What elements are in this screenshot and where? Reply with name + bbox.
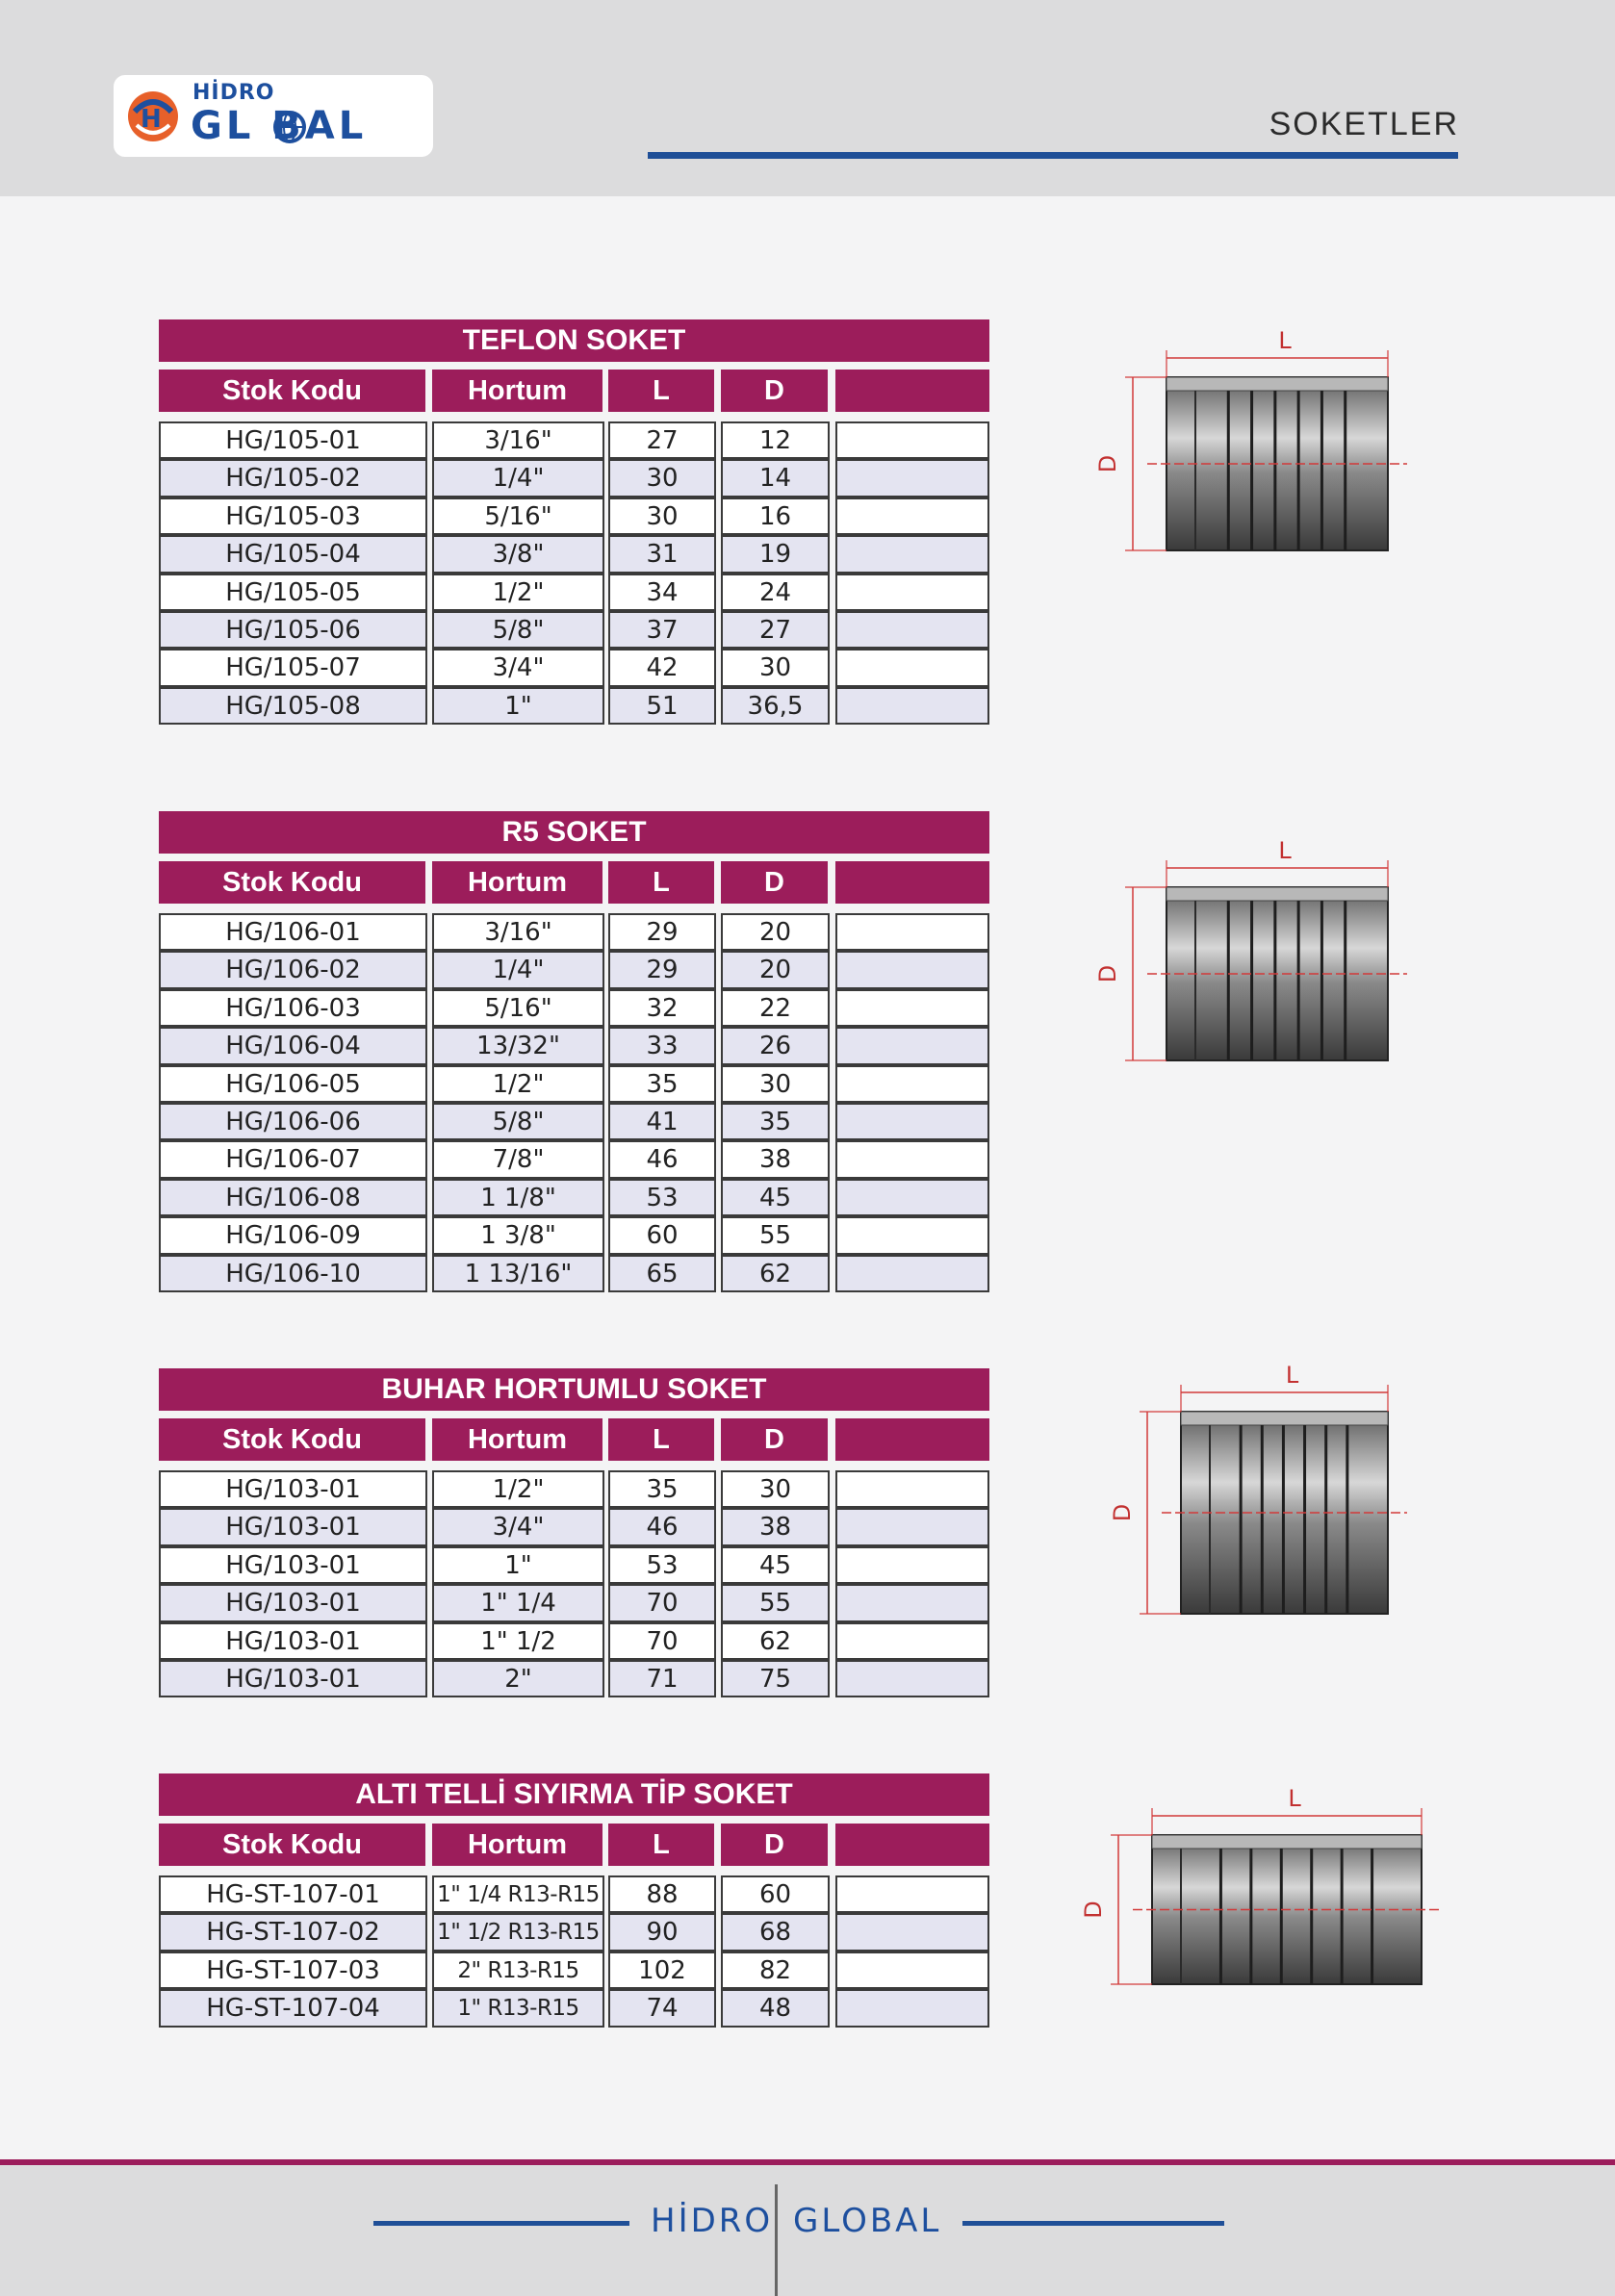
table-cell: 1" 1/2 — [432, 1622, 604, 1660]
table-cell: HG/105-02 — [159, 459, 427, 497]
table-cell: 70 — [608, 1622, 716, 1660]
header-underline — [648, 152, 1458, 159]
length-label: L — [1285, 1362, 1299, 1389]
table-cell: 41 — [608, 1103, 716, 1140]
table-cell: 5/8" — [432, 611, 604, 649]
table-cell — [835, 1508, 989, 1545]
table-cell — [835, 1103, 989, 1140]
table-cell: 29 — [608, 951, 716, 988]
table-row — [159, 1546, 989, 1584]
table-cell: HG-ST-107-04 — [159, 1989, 427, 2027]
globe-icon — [272, 110, 307, 144]
table-row — [159, 1470, 989, 1508]
table-cell: 37 — [608, 611, 716, 649]
column-header: Stok Kodu — [159, 1418, 425, 1461]
table-cell: HG-ST-107-03 — [159, 1952, 427, 1989]
table-cell: 82 — [721, 1952, 830, 1989]
table-cell: 71 — [608, 1660, 716, 1697]
table-cell: 13/32" — [432, 1027, 604, 1064]
table-cell — [835, 459, 989, 497]
table-cell: 5/8" — [432, 1103, 604, 1140]
table-cell: 33 — [608, 1027, 716, 1064]
table-row — [159, 421, 989, 459]
socket-diagram — [1094, 318, 1424, 597]
table-cell: HG/105-07 — [159, 649, 427, 686]
column-header — [835, 1418, 989, 1461]
table-cell: 1/2" — [432, 1470, 604, 1508]
table-title: R5 SOKET — [159, 811, 989, 854]
brand-bottom-text: GL BAL — [191, 104, 368, 148]
brand-top-text: HİDRO — [192, 81, 275, 105]
table-cell: 65 — [608, 1255, 716, 1292]
table-cell: 3/4" — [432, 649, 604, 686]
socket-diagram — [1094, 828, 1424, 1107]
table-cell: HG/105-05 — [159, 574, 427, 611]
table-cell — [835, 913, 989, 951]
table-cell: 51 — [608, 687, 716, 725]
socket-section-cut — [1152, 1835, 1422, 1849]
footer-divider — [775, 2184, 778, 2296]
column-header: Hortum — [432, 1824, 602, 1866]
table-cell: 27 — [721, 611, 830, 649]
column-header: L — [608, 1824, 714, 1866]
table-cell: HG/103-01 — [159, 1470, 427, 1508]
table-cell: 29 — [608, 913, 716, 951]
column-header: D — [721, 1418, 828, 1461]
table-cell: 48 — [721, 1989, 830, 2027]
table-row — [159, 1952, 989, 1989]
table-cell: 32 — [608, 989, 716, 1027]
table-cell: HG/106-06 — [159, 1103, 427, 1140]
table-row — [159, 1027, 989, 1064]
table-cell: 53 — [608, 1546, 716, 1584]
table-cell: HG/106-04 — [159, 1027, 427, 1064]
table-row — [159, 1179, 989, 1216]
table-cell: 1/4" — [432, 459, 604, 497]
table-cell: 7/8" — [432, 1140, 604, 1178]
socket-section-cut — [1181, 1412, 1388, 1425]
table-cell: 27 — [608, 421, 716, 459]
table-cell — [835, 1065, 989, 1103]
table-cell — [835, 1989, 989, 2027]
table-cell: 30 — [721, 649, 830, 686]
table-cell — [835, 989, 989, 1027]
table-cell: HG/105-04 — [159, 535, 427, 573]
table-cell: HG/103-01 — [159, 1584, 427, 1621]
page-section-title: SOKETLER — [1269, 106, 1459, 142]
table-cell — [835, 1216, 989, 1254]
table-cell: 3/16" — [432, 421, 604, 459]
table-row — [159, 1103, 989, 1140]
table-cell: HG/105-08 — [159, 687, 427, 725]
column-header: Stok Kodu — [159, 370, 425, 412]
table-cell: 35 — [608, 1065, 716, 1103]
svg-text:H: H — [141, 105, 162, 134]
diameter-label: D — [1080, 1901, 1107, 1919]
table-cell: 2" R13-R15 — [432, 1952, 604, 1989]
table-cell — [835, 1179, 989, 1216]
table-cell — [835, 687, 989, 725]
column-header: L — [608, 861, 714, 904]
table-cell: 1 3/8" — [432, 1216, 604, 1254]
socket-diagram — [1080, 1775, 1458, 2030]
table-cell: 62 — [721, 1255, 830, 1292]
table-row — [159, 1584, 989, 1621]
table-cell: 102 — [608, 1952, 716, 1989]
table-cell: 1/2" — [432, 1065, 604, 1103]
table-cell: 3/16" — [432, 913, 604, 951]
column-header: D — [721, 370, 828, 412]
diameter-label: D — [1094, 964, 1121, 983]
table-cell: 24 — [721, 574, 830, 611]
table-cell: HG/106-01 — [159, 913, 427, 951]
column-header: Stok Kodu — [159, 1824, 425, 1866]
table-cell: 53 — [608, 1179, 716, 1216]
table-cell: 1" 1/2 R13-R15 — [432, 1913, 604, 1951]
table-cell: HG/106-09 — [159, 1216, 427, 1254]
column-header — [835, 861, 989, 904]
table-row — [159, 649, 989, 686]
column-header: L — [608, 1418, 714, 1461]
table-cell: 1" — [432, 1546, 604, 1584]
table-cell: 70 — [608, 1584, 716, 1621]
table-cell — [835, 1255, 989, 1292]
table-row — [159, 951, 989, 988]
table-row — [159, 611, 989, 649]
table-cell: 1" R13-R15 — [432, 1989, 604, 2027]
table-cell: HG/105-01 — [159, 421, 427, 459]
table-cell: 55 — [721, 1584, 830, 1621]
table-cell — [835, 535, 989, 573]
table-cell: 1" 1/4 R13-R15 — [432, 1875, 604, 1913]
table-row — [159, 1660, 989, 1697]
table-cell: 3/4" — [432, 1508, 604, 1545]
table-cell — [835, 1470, 989, 1508]
column-header: Hortum — [432, 1418, 602, 1461]
table-row — [159, 1913, 989, 1951]
table-cell: HG/105-06 — [159, 611, 427, 649]
table-title: BUHAR HORTUMLU SOKET — [159, 1368, 989, 1411]
table-cell: 30 — [608, 497, 716, 535]
table-cell: 26 — [721, 1027, 830, 1064]
table-row — [159, 913, 989, 951]
table-cell: 60 — [721, 1875, 830, 1913]
table-cell — [835, 1546, 989, 1584]
table-cell: 31 — [608, 535, 716, 573]
table-cell: 12 — [721, 421, 830, 459]
page-header — [0, 0, 1615, 196]
logo-emblem-icon — [123, 83, 183, 146]
table-cell: HG/106-03 — [159, 989, 427, 1027]
table-cell: 1 13/16" — [432, 1255, 604, 1292]
column-header: Stok Kodu — [159, 861, 425, 904]
table-row — [159, 1140, 989, 1178]
length-label: L — [1278, 837, 1292, 864]
table-cell — [835, 1660, 989, 1697]
table-row — [159, 459, 989, 497]
table-row — [159, 535, 989, 573]
table-cell: HG-ST-107-02 — [159, 1913, 427, 1951]
table-cell: 62 — [721, 1622, 830, 1660]
table-cell: 30 — [721, 1470, 830, 1508]
table-title: TEFLON SOKET — [159, 319, 989, 362]
socket-diagram — [1109, 1352, 1424, 1660]
table-row — [159, 1875, 989, 1913]
table-cell: 55 — [721, 1216, 830, 1254]
brand-logo — [114, 75, 433, 157]
table-cell: 35 — [721, 1103, 830, 1140]
table-cell: HG/106-07 — [159, 1140, 427, 1178]
table-row — [159, 989, 989, 1027]
table-cell — [835, 1140, 989, 1178]
table-cell: 14 — [721, 459, 830, 497]
table-cell — [835, 1913, 989, 1951]
column-header — [835, 370, 989, 412]
table-cell: 68 — [721, 1913, 830, 1951]
table-cell: 34 — [608, 574, 716, 611]
table-cell: 5/16" — [432, 989, 604, 1027]
table-cell: 16 — [721, 497, 830, 535]
table-cell: HG/103-01 — [159, 1622, 427, 1660]
table-cell — [835, 1952, 989, 1989]
footer-brand-left: HİDRO — [651, 2202, 774, 2240]
table-cell: HG/106-10 — [159, 1255, 427, 1292]
column-header: Hortum — [432, 370, 602, 412]
table-cell: 1" 1/4 — [432, 1584, 604, 1621]
table-row — [159, 1622, 989, 1660]
table-cell: 2" — [432, 1660, 604, 1697]
column-header: D — [721, 861, 828, 904]
table-cell: 1" — [432, 687, 604, 725]
table-title: ALTI TELLİ SIYIRMA TİP SOKET — [159, 1773, 989, 1816]
table-cell: HG/105-03 — [159, 497, 427, 535]
table-cell: 5/16" — [432, 497, 604, 535]
table-row — [159, 497, 989, 535]
table-cell: 90 — [608, 1913, 716, 1951]
table-cell: 30 — [608, 459, 716, 497]
table-cell: 45 — [721, 1179, 830, 1216]
table-cell: 88 — [608, 1875, 716, 1913]
table-row — [159, 1508, 989, 1545]
table-cell — [835, 649, 989, 686]
table-cell: 22 — [721, 989, 830, 1027]
table-cell: 45 — [721, 1546, 830, 1584]
table-cell: HG-ST-107-01 — [159, 1875, 427, 1913]
length-label: L — [1288, 1785, 1301, 1812]
table-cell: 20 — [721, 913, 830, 951]
table-cell: 1/2" — [432, 574, 604, 611]
footer-line-left — [373, 2221, 629, 2226]
table-cell — [835, 497, 989, 535]
table-cell — [835, 421, 989, 459]
table-cell: 38 — [721, 1140, 830, 1178]
table-cell: 3/8" — [432, 535, 604, 573]
table-cell: HG/103-01 — [159, 1546, 427, 1584]
footer-line-right — [962, 2221, 1224, 2226]
table-cell: 1 1/8" — [432, 1179, 604, 1216]
socket-section-cut — [1166, 887, 1388, 901]
table-cell: HG/106-02 — [159, 951, 427, 988]
column-header: L — [608, 370, 714, 412]
table-cell: 42 — [608, 649, 716, 686]
table-cell: 20 — [721, 951, 830, 988]
table-cell: 35 — [608, 1470, 716, 1508]
table-cell: HG/106-05 — [159, 1065, 427, 1103]
table-cell: 46 — [608, 1140, 716, 1178]
column-header: Hortum — [432, 861, 602, 904]
table-cell: HG/103-01 — [159, 1660, 427, 1697]
table-cell: HG/103-01 — [159, 1508, 427, 1545]
table-cell: 30 — [721, 1065, 830, 1103]
table-cell: 38 — [721, 1508, 830, 1545]
column-header: D — [721, 1824, 828, 1866]
table-cell — [835, 1027, 989, 1064]
diameter-label: D — [1094, 454, 1121, 473]
table-cell — [835, 1622, 989, 1660]
table-row — [159, 1216, 989, 1254]
column-header — [835, 1824, 989, 1866]
table-cell: 36,5 — [721, 687, 830, 725]
table-cell: HG/106-08 — [159, 1179, 427, 1216]
table-row — [159, 687, 989, 725]
table-cell — [835, 951, 989, 988]
table-cell: 46 — [608, 1508, 716, 1545]
table-cell: 74 — [608, 1989, 716, 2027]
table-cell — [835, 611, 989, 649]
table-cell: 19 — [721, 535, 830, 573]
table-cell — [835, 1584, 989, 1621]
diameter-label: D — [1109, 1503, 1136, 1522]
table-row — [159, 1989, 989, 2027]
table-cell: 1/4" — [432, 951, 604, 988]
socket-section-cut — [1166, 377, 1388, 391]
length-label: L — [1278, 327, 1292, 354]
table-row — [159, 1065, 989, 1103]
table-cell: 60 — [608, 1216, 716, 1254]
footer-brand-right: GLOBAL — [793, 2202, 942, 2240]
table-row — [159, 1255, 989, 1292]
table-cell: 75 — [721, 1660, 830, 1697]
table-cell — [835, 1875, 989, 1913]
table-cell — [835, 574, 989, 611]
table-row — [159, 574, 989, 611]
